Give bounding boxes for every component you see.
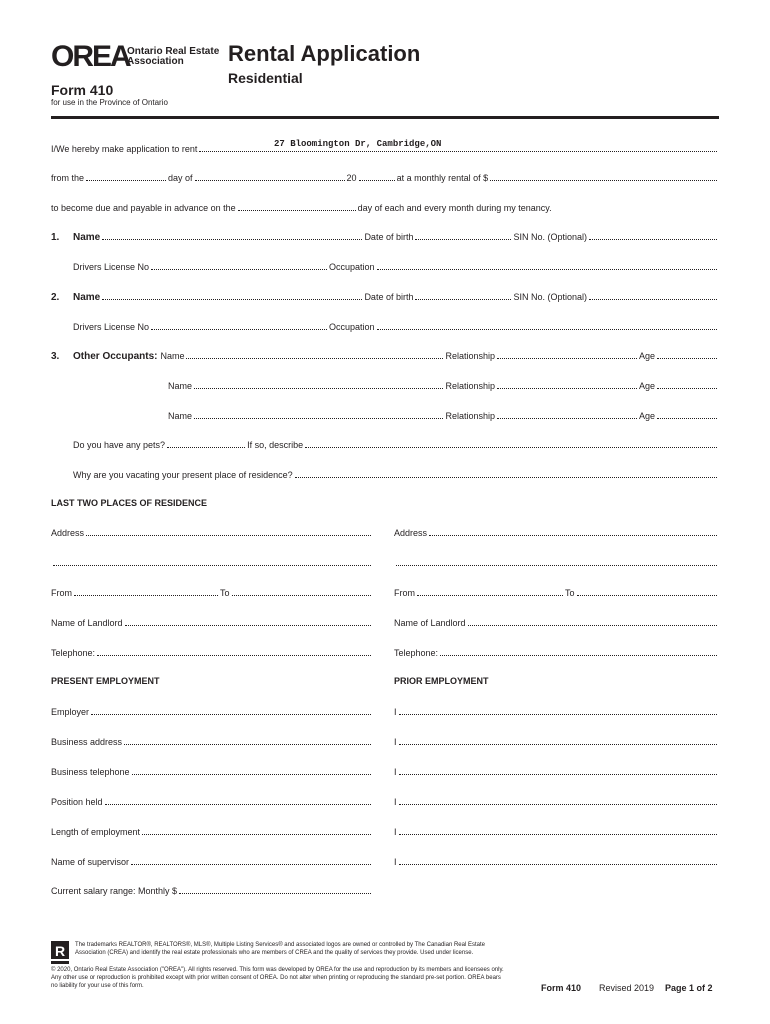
applicant-1-number: 1. <box>51 232 60 243</box>
trademark-text: The trademarks REALTOR®, REALTORS®, MLS®, Multiple Listing Services® and associated logos are owned or controlled by The Canadian Real Estate Association (CREA) and identify the real estate professionals who are members of CREA and the quality of services they provide. Used under license. <box>75 942 485 956</box>
occupant-1-relationship-label: Relationship <box>445 351 495 361</box>
residence-2-landlord-label: Name of Landlord <box>394 618 466 628</box>
apply-label: I/We hereby make application to rent <box>51 144 198 154</box>
form-number: Form 410 <box>51 82 114 98</box>
occupant-2-line <box>168 380 719 392</box>
residence-1-dates-line <box>51 587 373 599</box>
residence-2-address-field[interactable] <box>429 527 717 536</box>
monthly-rent-field[interactable] <box>490 172 717 181</box>
present-employment-heading: PRESENT EMPLOYMENT <box>51 676 160 686</box>
pets-label: Do you have any pets? <box>73 440 166 450</box>
applicant-2-sin-label: SIN No. (Optional) <box>513 292 587 302</box>
occupant-2-age-label: Age <box>638 381 655 391</box>
pets-field[interactable] <box>167 439 245 448</box>
prior-business-address-line <box>394 736 719 748</box>
present-position-held-line <box>51 796 373 808</box>
residence-1-telephone-line <box>51 647 373 659</box>
residence-2-address-label: Address <box>394 528 428 538</box>
present-length-of-employment-field[interactable] <box>142 826 371 835</box>
present-name-of-supervisor-label: Name of supervisor <box>51 857 130 867</box>
residence-2-telephone-line <box>394 647 719 659</box>
prior-length-of-employment-line <box>394 826 719 838</box>
pets-line <box>73 439 719 451</box>
occupant-3-relationship-label: Relationship <box>445 411 495 421</box>
occupant-3-name-label: Name <box>168 411 193 421</box>
present-employer-label: Employer <box>51 707 90 717</box>
applicant-2-dob-label: Date of birth <box>364 292 414 302</box>
salary-label: Current salary range: Monthly $ <box>51 886 178 896</box>
salary-field[interactable] <box>179 885 371 894</box>
occupant-2-relationship-field[interactable] <box>497 380 637 389</box>
occupant-1-relationship-field[interactable] <box>497 350 637 359</box>
realtor-r-icon <box>51 941 69 965</box>
apply-value[interactable]: 27 Bloomington Dr, Cambridge,ON <box>274 139 442 149</box>
vacating-field[interactable] <box>295 469 717 478</box>
vacating-label: Why are you vacating your present place of residence? <box>73 470 293 480</box>
form-subtitle: Residential <box>228 70 303 86</box>
prior-position-held-field[interactable] <box>399 796 717 805</box>
occupants-title: Other Occupants: <box>73 351 158 362</box>
applicant-2-name-label: Name <box>73 292 101 303</box>
prior-length-of-employment-field[interactable] <box>399 826 717 835</box>
applicant-2-occupation-label: Occupation <box>329 322 375 332</box>
occupant-3-age-field[interactable] <box>657 410 717 419</box>
form-title: Rental Application <box>228 41 421 66</box>
present-employer-line <box>51 706 373 718</box>
applicant-1-dob-label: Date of birth <box>364 232 414 242</box>
from-line <box>51 172 719 184</box>
residence-2-address-field-2[interactable] <box>396 557 717 566</box>
occupant-2-age-field[interactable] <box>657 380 717 389</box>
occupant-3-name-field[interactable] <box>194 410 443 419</box>
applicant-1-name-field[interactable] <box>102 231 362 240</box>
applicant-1-license-field[interactable] <box>151 261 327 270</box>
applicant-2-occupation-field[interactable] <box>377 321 717 330</box>
header-divider <box>51 116 719 119</box>
residence-1-telephone-label: Telephone: <box>51 648 96 658</box>
present-business-address-label: Business address <box>51 737 123 747</box>
prior-marker: I <box>394 827 397 837</box>
applicant-2-dob-field[interactable] <box>415 291 511 300</box>
present-name-of-supervisor-field[interactable] <box>131 856 371 865</box>
occupant-2-name-field[interactable] <box>194 380 443 389</box>
due-label: to become due and payable in advance on the <box>51 203 236 213</box>
copyright-text: © 2020, Ontario Real Estate Association ("OREA"). All rights reserved. This form was developed by OREA for the use and reproduction by its members and licensees only. Any other use or reproduction is prohibited except with prior written consent of OREA. Do not alter when printing or reproducing the standard pre-set portion. OREA bears no liability for your use of this form. <box>51 967 504 989</box>
applicant-2-name-field[interactable] <box>102 291 362 300</box>
occupant-1-line <box>51 350 719 363</box>
applicant-2-name-line <box>51 291 719 304</box>
applicant-2-license-label: Drivers License No <box>73 322 150 332</box>
residence-2-dates-line <box>394 587 719 599</box>
prior-marker: I <box>394 857 397 867</box>
residence-1-telephone-field[interactable] <box>97 647 371 656</box>
applicant-2-sin-field[interactable] <box>589 291 717 300</box>
present-business-address-line <box>51 736 373 748</box>
applicant-1-sin-label: SIN No. (Optional) <box>513 232 587 242</box>
occupant-1-age-label: Age <box>638 351 655 361</box>
present-length-of-employment-label: Length of employment <box>51 827 141 837</box>
residence-heading: LAST TWO PLACES OF RESIDENCE <box>51 498 208 508</box>
from-label: from the <box>51 173 85 183</box>
residence-2-landlord-field[interactable] <box>468 617 717 626</box>
residence-1-landlord-label: Name of Landlord <box>51 618 123 628</box>
residence-1-from-label: From <box>51 588 72 598</box>
prior-marker: I <box>394 797 397 807</box>
occupant-3-relationship-field[interactable] <box>497 410 637 419</box>
applicant-1-name-label: Name <box>73 232 101 243</box>
residence-1-to-label: To <box>220 588 230 598</box>
residence-1-from-field[interactable] <box>74 587 218 596</box>
vacating-line <box>73 469 719 481</box>
residence-1-to-field[interactable] <box>232 587 371 596</box>
occupant-1-name-field[interactable] <box>186 350 443 359</box>
footer-form-number: Form 410 <box>541 983 582 993</box>
present-position-held-field[interactable] <box>105 796 371 805</box>
month-field[interactable] <box>195 172 345 181</box>
present-position-held-label: Position held <box>51 797 103 807</box>
present-business-telephone-field[interactable] <box>132 766 371 775</box>
prior-employer-field[interactable] <box>399 706 717 715</box>
applicant-1-license-line <box>73 261 719 273</box>
residence-2-telephone-field[interactable] <box>440 647 717 656</box>
occupant-3-age-label: Age <box>638 411 655 421</box>
present-name-of-supervisor-line <box>51 856 373 868</box>
occupants-number: 3. <box>51 351 60 362</box>
residence-1-landlord-field[interactable] <box>125 617 371 626</box>
present-business-telephone-label: Business telephone <box>51 767 130 777</box>
from-day-field[interactable] <box>86 172 166 181</box>
day-of-label: day of <box>168 173 193 183</box>
orea-logo-association: Ontario Real Estate Association <box>127 46 220 67</box>
occupant-1-name-label: Name <box>160 351 185 361</box>
residence-2-to-label: To <box>565 588 575 598</box>
prior-name-of-supervisor-line <box>394 856 719 868</box>
present-employer-field[interactable] <box>91 706 371 715</box>
residence-2-to-field[interactable] <box>577 587 717 596</box>
province-note: for use in the Province of Ontario <box>51 98 168 107</box>
residence-1-address-field[interactable] <box>86 527 371 536</box>
salary-line <box>51 885 373 897</box>
residence-2-address-line <box>394 527 719 539</box>
residence-1-landlord-line <box>51 617 373 629</box>
year-field[interactable] <box>359 172 395 181</box>
present-business-address-field[interactable] <box>124 736 371 745</box>
due-suffix: day of each and every month during my tenancy. <box>357 203 552 213</box>
applicant-2-license-field[interactable] <box>151 321 327 330</box>
orea-logo-mark: OREA <box>51 40 130 73</box>
due-line <box>51 202 611 214</box>
due-day-field[interactable] <box>238 202 356 211</box>
prior-marker: I <box>394 767 397 777</box>
prior-business-address-field[interactable] <box>399 736 717 745</box>
applicant-1-occupation-label: Occupation <box>329 262 375 272</box>
applicant-1-sin-field[interactable] <box>589 231 717 240</box>
occupant-2-relationship-label: Relationship <box>445 381 495 391</box>
applicant-2-license-line <box>73 321 719 333</box>
describe-field[interactable] <box>305 439 717 448</box>
applicant-1-license-label: Drivers License No <box>73 262 150 272</box>
prior-employment-heading: PRIOR EMPLOYMENT <box>394 676 489 686</box>
prior-marker: I <box>394 707 397 717</box>
present-business-telephone-line <box>51 766 373 778</box>
occupant-3-line <box>168 410 719 422</box>
residence-1-address-line-2 <box>51 557 373 566</box>
residence-2-from-label: From <box>394 588 415 598</box>
residence-2-from-field[interactable] <box>417 587 563 596</box>
prior-employer-line <box>394 706 719 718</box>
applicant-2-number: 2. <box>51 292 60 303</box>
applicant-1-name-line <box>51 231 719 244</box>
residence-2-address-line-2 <box>394 557 719 566</box>
svg-text:R: R <box>54 943 66 959</box>
residence-1-address-field-2[interactable] <box>53 557 371 566</box>
applicant-1-dob-field[interactable] <box>415 231 511 240</box>
prior-business-telephone-line <box>394 766 719 778</box>
describe-label: If so, describe <box>247 440 304 450</box>
prior-name-of-supervisor-field[interactable] <box>399 856 717 865</box>
prior-marker: I <box>394 737 397 747</box>
prior-position-held-line <box>394 796 719 808</box>
prior-business-telephone-field[interactable] <box>399 766 717 775</box>
footer-page: Page 1 of 2 <box>665 983 713 993</box>
orea-logo <box>51 42 226 82</box>
residence-2-telephone-label: Telephone: <box>394 648 439 658</box>
occupant-1-age-field[interactable] <box>657 350 717 359</box>
residence-1-address-label: Address <box>51 528 85 538</box>
present-length-of-employment-line <box>51 826 373 838</box>
monthly-label: at a monthly rental of $ <box>396 173 489 183</box>
residence-1-address-line <box>51 527 373 539</box>
footer-revised: Revised 2019 <box>599 983 655 993</box>
year-prefix: 20 <box>346 173 357 183</box>
applicant-1-occupation-field[interactable] <box>377 261 717 270</box>
occupant-2-name-label: Name <box>168 381 193 391</box>
residence-2-landlord-line <box>394 617 719 629</box>
